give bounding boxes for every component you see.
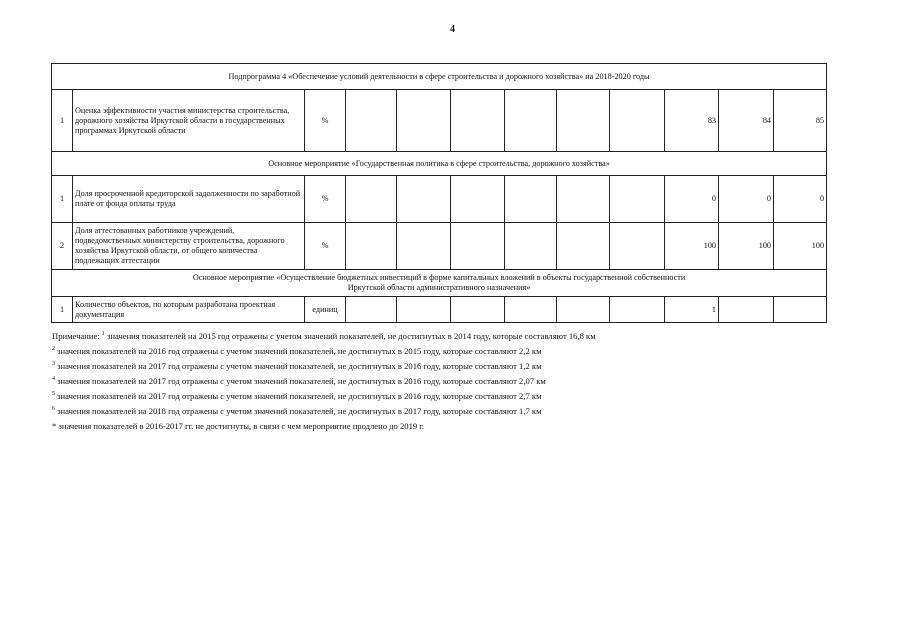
empty-cell	[557, 176, 610, 223]
value-2020: 0	[774, 176, 827, 223]
empty-cell	[346, 297, 397, 323]
unit-cell: %	[305, 223, 346, 270]
row-index: 1	[52, 176, 73, 223]
row-index: 1	[52, 90, 73, 152]
activity-header-row	[52, 152, 827, 176]
footnote-text: значения показателей на 2017 год отражены с учетом значений показателей, не достигнутых в 2016 году, которые составляют 2,07 км	[55, 376, 546, 386]
footnote-2	[52, 344, 852, 359]
subprogram-header-row	[52, 64, 827, 90]
table-row	[52, 176, 827, 223]
empty-cell	[397, 297, 451, 323]
empty-cell	[346, 176, 397, 223]
footnote-text: значения показателей на 2015 год отражены с учетом значений показателей, не достигнутых в 2014 году, которые составляют 16,8 км	[104, 331, 596, 341]
row-index: 1	[52, 297, 73, 323]
value-2020: 85	[774, 90, 827, 152]
empty-cell	[557, 297, 610, 323]
empty-cell	[451, 176, 505, 223]
footnote-text: значения показателей на 2018 год отражены с учетом значений показателей, не достигнутых в 2017 году, которые составляют 1,7 км	[55, 406, 542, 416]
value-2019: 100	[719, 223, 774, 270]
page-number: 4	[450, 24, 455, 35]
activity-header-row	[52, 270, 827, 297]
indicator-name: Доля просроченной кредиторской задолженности по заработной плате от фонда оплаты труда	[73, 176, 305, 223]
footnote-mark: 3	[52, 361, 55, 367]
footnote-mark: 1	[101, 331, 105, 337]
value-2019: 0	[719, 176, 774, 223]
value-2018: 0	[665, 176, 719, 223]
empty-cell	[610, 176, 665, 223]
activity-title: Основное мероприятие «Государственная политика в сфере строительства, дорожного хозяйства»	[52, 152, 827, 176]
footnote-mark: 6	[52, 406, 55, 412]
empty-cell	[451, 223, 505, 270]
table-row	[52, 223, 827, 270]
value-2018: 100	[665, 223, 719, 270]
table-row	[52, 297, 827, 323]
footnote-5	[52, 389, 852, 404]
empty-cell	[397, 223, 451, 270]
empty-cell	[557, 90, 610, 152]
empty-cell	[505, 223, 557, 270]
activity-title-line-2: Иркутской области административного назначения»	[347, 283, 531, 292]
empty-cell	[505, 176, 557, 223]
row-index: 2	[52, 223, 73, 270]
value-2018: 1	[665, 297, 719, 323]
footnote-6	[52, 404, 852, 419]
empty-cell	[774, 297, 827, 323]
footnote-star: * значения показателей в 2016-2017 гг. не достигнуты, в связи с чем мероприятие продлено до 2019 г.	[52, 421, 425, 431]
empty-cell	[610, 90, 665, 152]
empty-cell	[397, 176, 451, 223]
empty-cell	[397, 90, 451, 152]
activity-title-line-1: Основное мероприятие «Осуществление бюджетных инвестиций в форме капитальных вложений в объекты государственной собственности	[192, 273, 686, 282]
footnote-mark: 5	[52, 391, 55, 397]
empty-cell	[346, 223, 397, 270]
value-2020: 100	[774, 223, 827, 270]
unit-cell: %	[305, 90, 346, 152]
empty-cell	[610, 297, 665, 323]
empty-cell	[451, 297, 505, 323]
footnote-3	[52, 359, 852, 374]
activity-title	[52, 270, 827, 297]
footnote-text: значения показателей на 2017 год отражены с учетом значений показателей, не достигнутых в 2016 году, которые составляют 1,2 км	[55, 361, 542, 371]
empty-cell	[505, 297, 557, 323]
unit-cell: %	[305, 176, 346, 223]
empty-cell	[610, 223, 665, 270]
footnote-mark: 4	[52, 376, 55, 382]
footnote-text: значения показателей на 2017 год отражены с учетом значений показателей, не достигнутых в 2016 году, которые составляют 2,7 км	[55, 391, 542, 401]
indicator-name: Оценка эффективности участия министерства строительства, дорожного хозяйства Иркутской области в государственных программах Иркутской области	[73, 90, 305, 152]
footnotes	[52, 329, 852, 434]
value-2018: 83	[665, 90, 719, 152]
footnote-label: Примечание:	[52, 331, 102, 341]
footnote-text: значения показателей на 2016 год отражены с учетом значений показателей, не достигнутых в 2015 году, которые составляют 2,2 км	[55, 346, 542, 356]
value-2019: 84	[719, 90, 774, 152]
indicators-table	[51, 63, 827, 323]
footnote-1	[52, 329, 852, 344]
indicator-name: Количество объектов, по которым разработана проектная документация	[73, 297, 305, 323]
indicator-name: Доля аттестованных работников учреждений, подведомственных министерству строительства, дорожного хозяйства Иркутской области, от общего количества подлежащих аттестации	[73, 223, 305, 270]
table-row	[52, 90, 827, 152]
empty-cell	[719, 297, 774, 323]
footnote-4	[52, 374, 852, 389]
empty-cell	[451, 90, 505, 152]
unit-cell: единиц	[305, 297, 346, 323]
footnote-mark: 2	[52, 346, 55, 352]
empty-cell	[505, 90, 557, 152]
subprogram-title: Подпрограмма 4 «Обеспечение условий деятельности в сфере строительства и дорожного хозяйства» на 2018-2020 годы	[52, 64, 827, 90]
empty-cell	[346, 90, 397, 152]
empty-cell	[557, 223, 610, 270]
